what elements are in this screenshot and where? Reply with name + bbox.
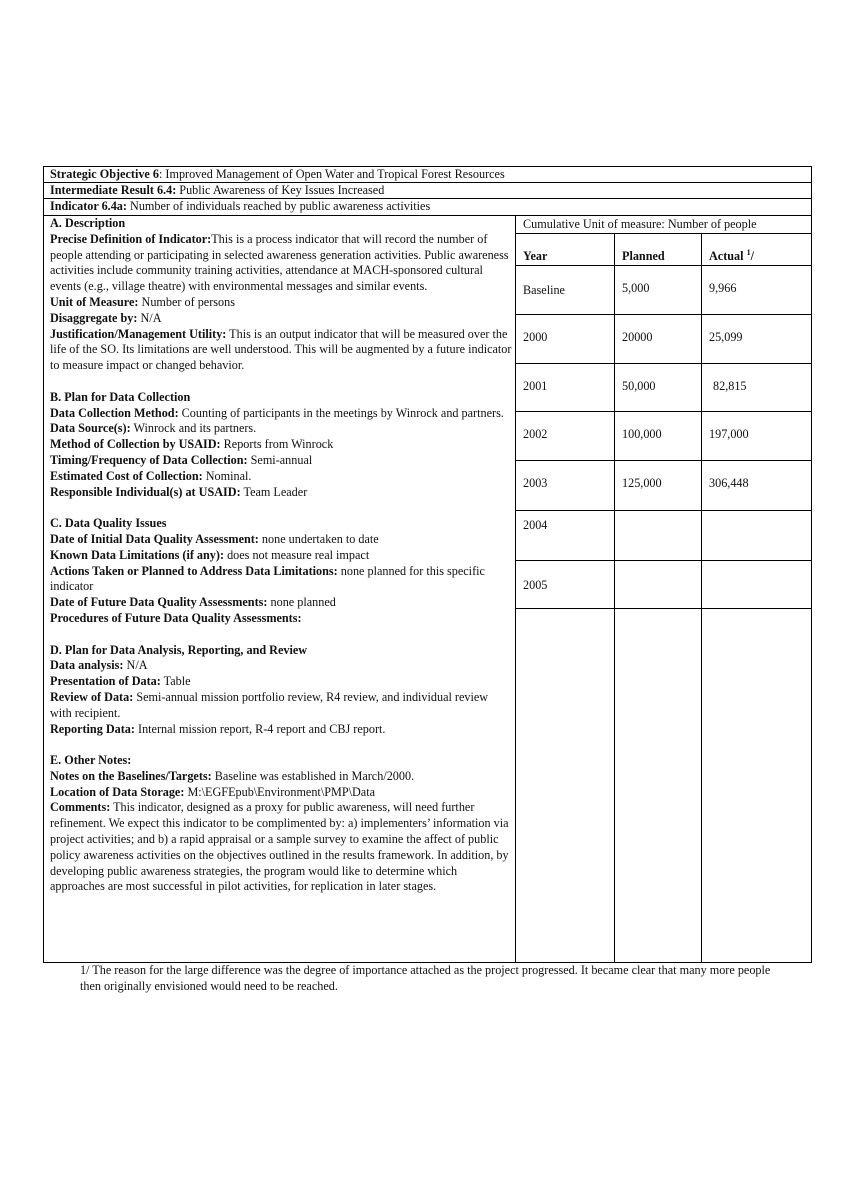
row-2001-actual: 82,815 <box>713 379 747 393</box>
header-rule <box>515 265 811 266</box>
known-limitations-line <box>50 548 512 564</box>
footnote-ref-slash: / <box>750 249 754 263</box>
reporting-text: Internal mission report, R-4 report and CBJ report. <box>134 721 386 736</box>
comments-paragraph <box>50 800 512 895</box>
presentation-label: Presentation of Data: <box>50 674 161 689</box>
row-2003-year: 2003 <box>523 476 548 490</box>
baseline-notes-label: Notes on the Baselines/Targets: <box>50 768 212 783</box>
future-assessment-line <box>50 595 512 611</box>
usaid-method-text: Reports from Winrock <box>220 437 334 452</box>
indicator-label: Indicator 6.4a: <box>50 199 127 213</box>
indicator-sheet <box>43 166 812 963</box>
left-column <box>50 216 512 895</box>
storage-text: M:\EGFEpub\Environment\PMP\Data <box>184 784 375 799</box>
data-source-label: Data Source(s): <box>50 421 131 436</box>
cost-label: Estimated Cost of Collection: <box>50 468 203 483</box>
collection-method-label: Data Collection Method: <box>50 405 179 420</box>
storage-line <box>50 785 512 801</box>
section-a-heading: A. Description <box>50 216 126 230</box>
procedures-label: Procedures of Future Data Quality Assessments: <box>50 610 302 625</box>
baseline-notes-text: Baseline was established in March/2000. <box>211 768 415 783</box>
row-2005-year: 2005 <box>523 578 548 592</box>
row-2003-planned: 125,000 <box>622 476 662 490</box>
row-2001-year: 2001 <box>523 379 548 393</box>
section-e-heading: E. Other Notes: <box>50 753 132 768</box>
indicator-text: Number of individuals reached by public awareness activities <box>126 199 431 213</box>
row-baseline-actual: 9,966 <box>709 281 737 295</box>
responsible-text: Team Leader <box>240 484 308 499</box>
unit-line <box>50 295 512 311</box>
storage-label: Location of Data Storage: <box>50 784 185 799</box>
analysis-text: N/A <box>123 658 148 673</box>
strategic-objective-row <box>44 167 811 183</box>
row-2002-year: 2002 <box>523 427 548 441</box>
column-header-actual <box>709 249 754 265</box>
initial-assessment-line <box>50 532 512 548</box>
footnote: 1/ The reason for the large difference was the degree of importance attached as the project progressed. It became clear that many more people then originally envisioned would need to be reached. <box>80 963 771 993</box>
column-header-planned: Planned <box>622 249 665 263</box>
actions-paragraph <box>50 564 512 596</box>
justification-label: Justification/Management Utility: <box>50 326 227 341</box>
review-text: Semi-annual mission portfolio review, R4 review, and individual review with recipient. <box>50 689 489 720</box>
actual-label: Actual <box>709 249 744 263</box>
collection-method-text: Counting of participants in the meetings by Winrock and partners. <box>178 405 504 420</box>
section-b-heading: B. Plan for Data Collection <box>50 389 191 404</box>
responsible-line <box>50 485 512 501</box>
table-divider-planned <box>614 233 615 962</box>
footnote-ref: 1 <box>746 247 751 257</box>
timing-label: Timing/Frequency of Data Collection: <box>50 452 248 467</box>
analysis-label: Data analysis: <box>50 658 124 673</box>
table-left-border <box>515 216 516 962</box>
row-2003-actual: 306,448 <box>709 476 749 490</box>
definition-paragraph <box>50 232 512 295</box>
row-2002-planned: 100,000 <box>622 427 662 441</box>
collection-method-line <box>50 406 512 422</box>
section-c-heading: C. Data Quality Issues <box>50 516 167 531</box>
section-d-heading: D. Plan for Data Analysis, Reporting, and Review <box>50 642 308 657</box>
timing-text: Semi-annual <box>247 452 313 467</box>
usaid-method-label: Method of Collection by USAID: <box>50 437 221 452</box>
row-2000-actual: 25,099 <box>709 330 743 344</box>
responsible-label: Responsible Individual(s) at USAID: <box>50 484 241 499</box>
analysis-line <box>50 658 512 674</box>
row-baseline-year: Baseline <box>523 283 565 297</box>
future-assessment-text: none planned <box>267 595 336 610</box>
data-source-text: Winrock and its partners. <box>130 421 257 436</box>
disagg-label: Disaggregate by: <box>50 310 138 325</box>
known-limitations-text: does not measure real impact <box>224 547 370 562</box>
review-paragraph <box>50 690 512 722</box>
row-rule-2 <box>515 363 811 364</box>
ir-text: Public Awareness of Key Issues Increased <box>176 183 385 197</box>
row-rule-3 <box>515 411 811 412</box>
known-limitations-label: Known Data Limitations (if any): <box>50 547 225 562</box>
comments-text: This indicator, designed as a proxy for public awareness, will need further refinement. We expect this indicator to be complimented by: a) implementers’ information via project activities; and b) a rapid appraisal or a sample survey to examine the affect of public policy awareness activities on the objectives outlined in the results framework. In addition, by developing public awareness strategies, the program would like to determine which approaches are most successful in pilot activities, for replication in later stages. <box>50 800 509 894</box>
so-text: : Improved Management of Open Water and Tropical Forest Resources <box>158 167 505 181</box>
initial-assessment-label: Date of Initial Data Quality Assessment: <box>50 531 259 546</box>
actions-text: none planned for this specific indicator <box>50 563 485 594</box>
unit-text: Number of persons <box>138 294 235 309</box>
row-2000-year: 2000 <box>523 330 548 344</box>
table-caption: Cumulative Unit of measure: Number of people <box>523 217 757 231</box>
reporting-line <box>50 722 512 738</box>
presentation-line <box>50 674 512 690</box>
unit-label: Unit of Measure: <box>50 294 139 309</box>
actions-label: Actions Taken or Planned to Address Data Limitations: <box>50 563 338 578</box>
row-rule-7 <box>515 608 811 609</box>
reporting-label: Reporting Data: <box>50 721 135 736</box>
comments-label: Comments: <box>50 800 111 815</box>
justification-text: This is an output indicator that will be measured over the life of the SO. Its limitations are well understood. This will be augmented by a future indicator to measure impact or changed behavior. <box>50 326 512 373</box>
row-rule-4 <box>515 460 811 461</box>
row-2000-planned: 20000 <box>622 330 653 344</box>
review-label: Review of Data: <box>50 689 134 704</box>
caption-rule <box>515 233 811 234</box>
intermediate-result-row <box>44 183 811 199</box>
baseline-notes-line <box>50 769 512 785</box>
cost-text: Nominal. <box>202 468 252 483</box>
disaggregate-line <box>50 311 512 327</box>
usaid-method-line <box>50 437 512 453</box>
table-divider-actual <box>701 233 702 962</box>
initial-assessment-text: none undertaken to date <box>258 531 379 546</box>
row-2001-planned: 50,000 <box>622 379 656 393</box>
definition-label: Precise Definition of Indicator: <box>50 231 212 246</box>
presentation-text: Table <box>160 674 191 689</box>
disagg-text: N/A <box>137 310 162 325</box>
future-assessment-label: Date of Future Data Quality Assessments: <box>50 595 268 610</box>
row-2004-year: 2004 <box>523 518 548 532</box>
column-header-year: Year <box>523 249 548 263</box>
row-rule-5 <box>515 510 811 511</box>
ir-label: Intermediate Result 6.4: <box>50 183 177 197</box>
row-rule-1 <box>515 314 811 315</box>
row-baseline-planned: 5,000 <box>622 281 650 295</box>
row-2002-actual: 197,000 <box>709 427 749 441</box>
so-label: Strategic Objective 6 <box>50 167 159 181</box>
data-source-line <box>50 421 512 437</box>
justification-paragraph <box>50 327 512 374</box>
row-rule-6 <box>515 560 811 561</box>
cost-line <box>50 469 512 485</box>
indicator-row <box>44 199 811 216</box>
definition-text: This is a process indicator that will record the number of people attending or participating in selected awareness generation activities. Public awareness activities include community training activities, attendance at MACH-sponsored cultural events (e.g., village theatre) with environmental messages and similar events. <box>50 231 509 294</box>
timing-line <box>50 453 512 469</box>
